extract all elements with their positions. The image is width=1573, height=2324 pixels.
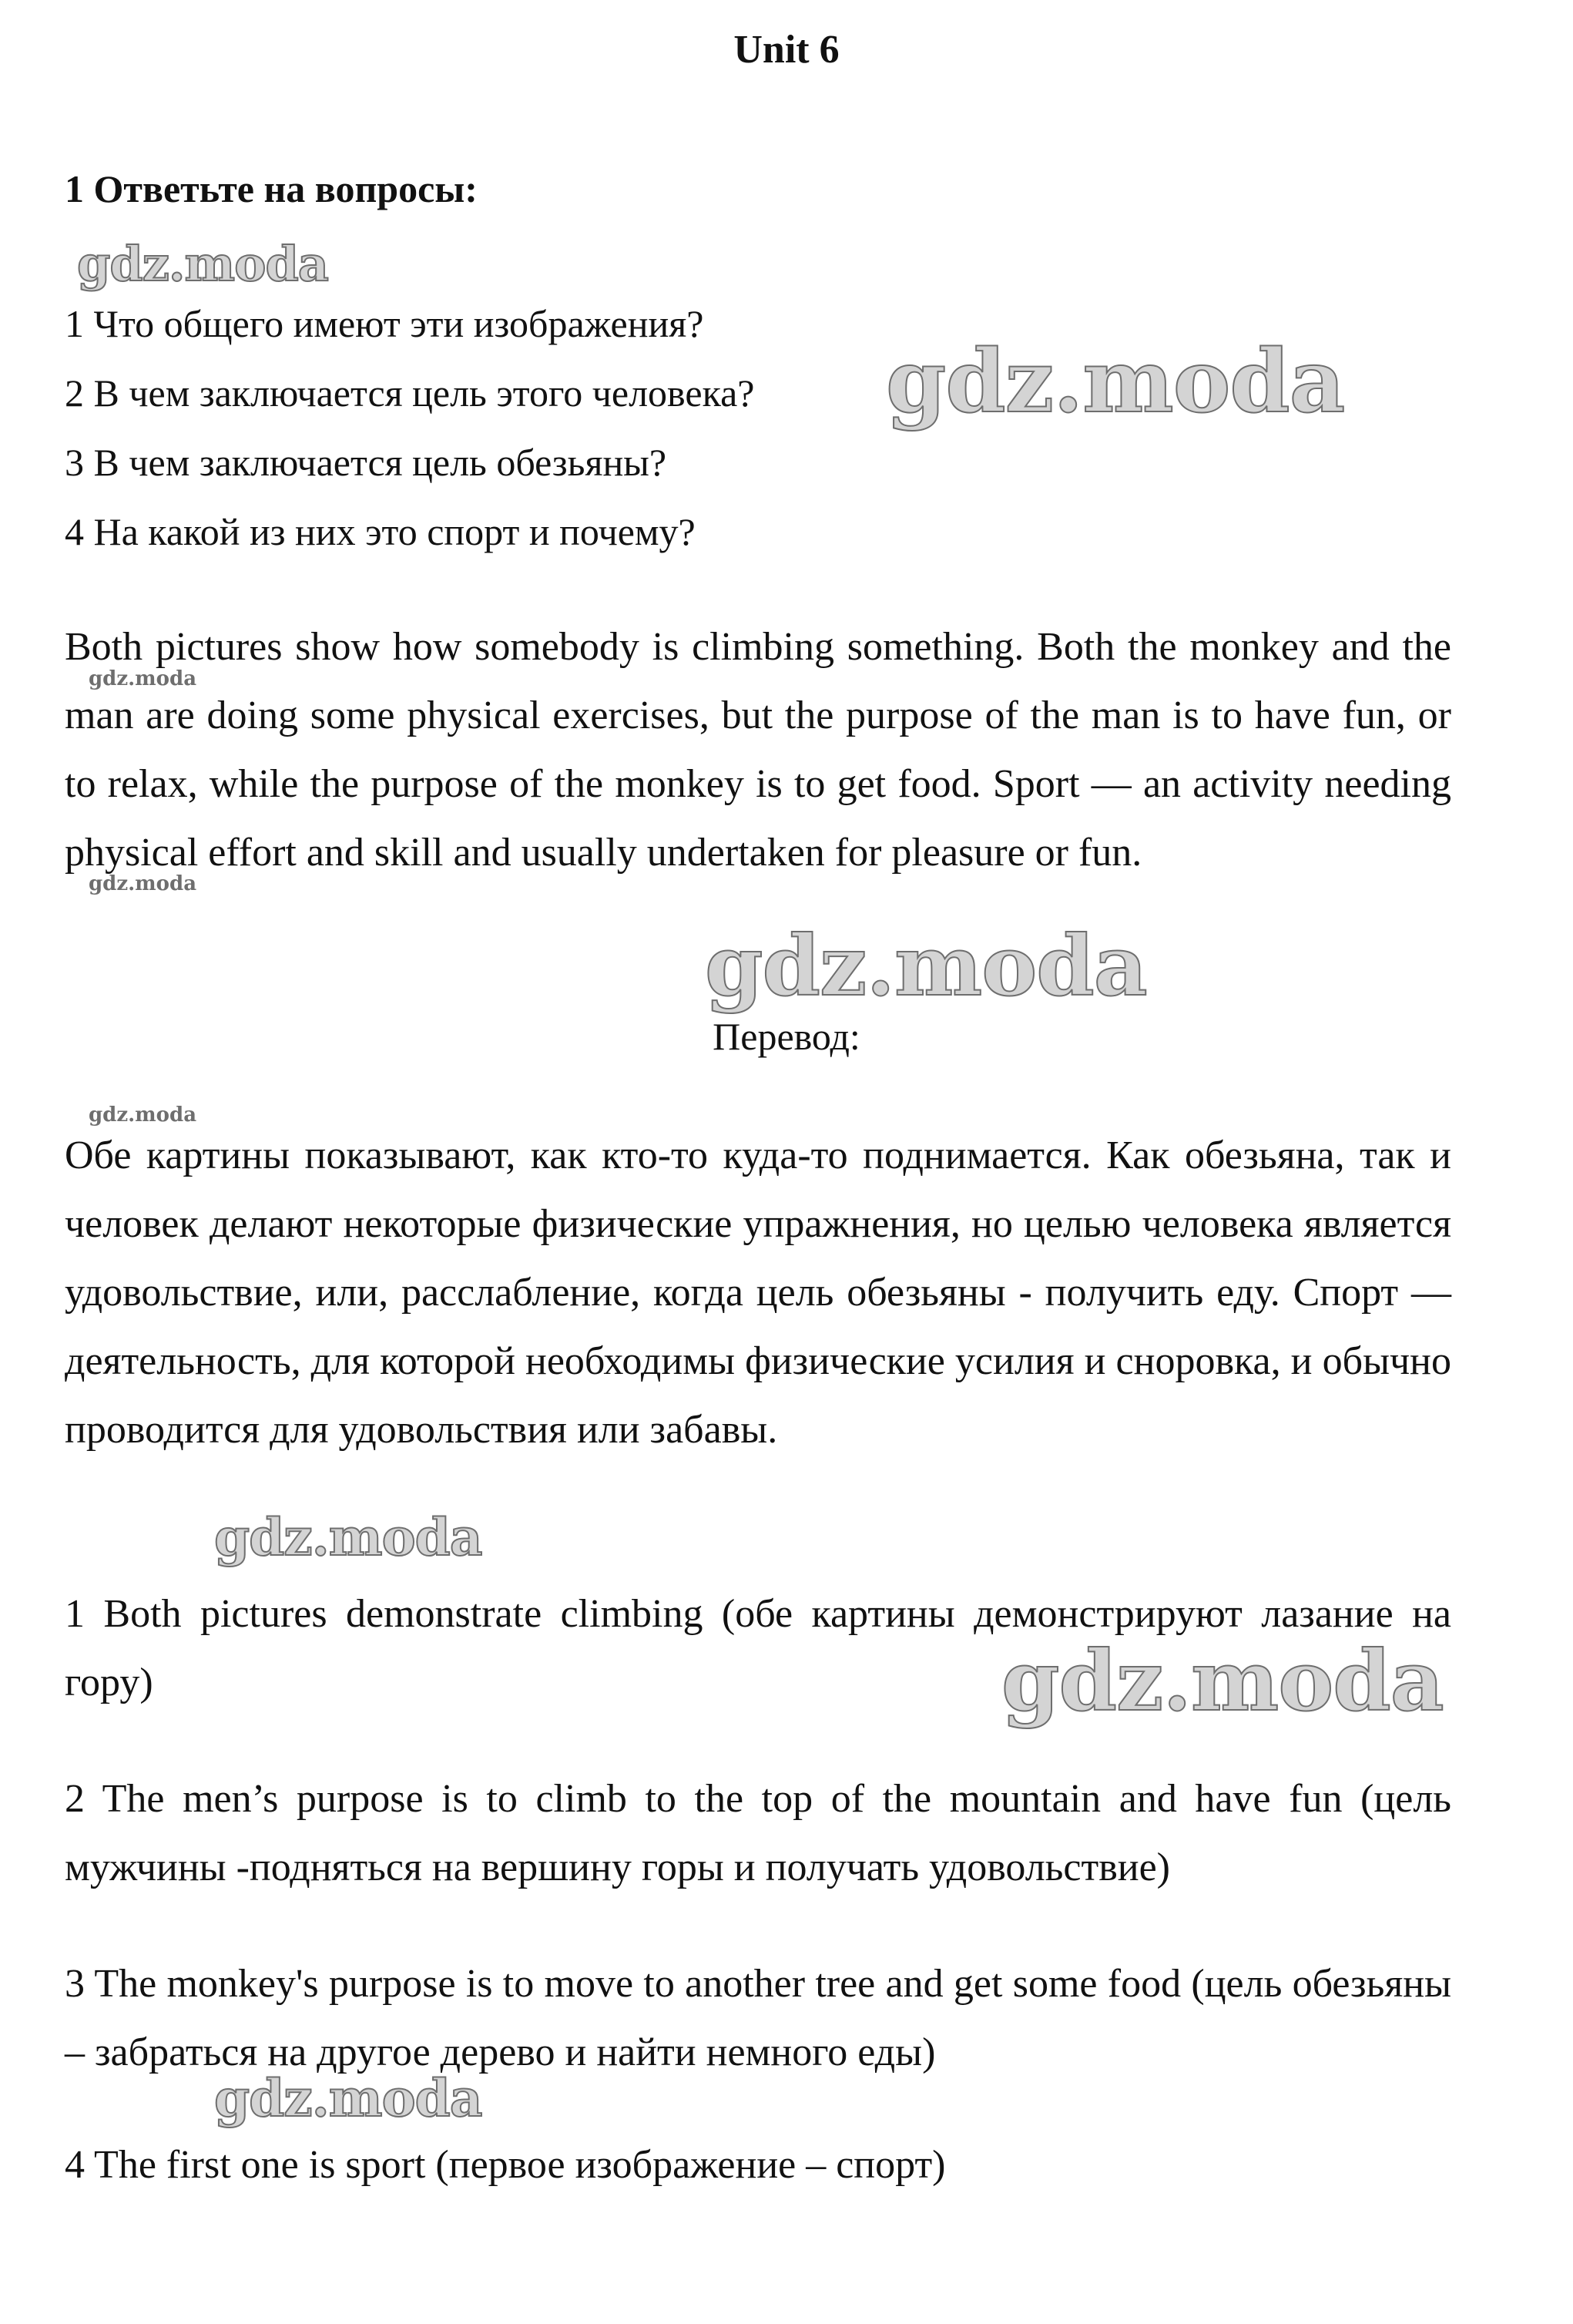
short-answer-1: 1 Both pictures demonstrate climbing (обе картины демонстрируют лазание на гору) xyxy=(65,1592,1451,1704)
exercise-heading: 1 Ответьте на вопросы: xyxy=(65,167,478,210)
question-3: 3 В чем заключается цель обезьяны? xyxy=(65,441,667,484)
question-2: 2 В чем заключается цель этого человека? xyxy=(65,371,755,415)
page-title: Unit 6 xyxy=(733,28,840,72)
short-answer-3: 3 The monkey's purpose is to move to another tree and get some food (цель обезьяны – забраться на другое дерево и найти немного еды) xyxy=(65,1962,1451,2074)
watermark-logo: gdz.moda xyxy=(886,331,1345,432)
watermark-logo: gdz.moda xyxy=(214,2068,482,2128)
question-1: 1 Что общего имеют эти изображения? xyxy=(65,302,704,345)
watermark-small: gdz.moda xyxy=(89,872,197,895)
watermark-small: gdz.moda xyxy=(89,1103,197,1127)
watermark-logo: gdz.moda xyxy=(705,918,1147,1015)
watermark-small: gdz.moda xyxy=(89,667,197,690)
watermark-logo: gdz.moda xyxy=(214,1507,482,1567)
short-answer-4: 4 The first one is sport (первое изображение – спорт) xyxy=(65,2143,946,2187)
translation-label: Перевод: xyxy=(713,1015,860,1058)
answer-russian: Обе картины показывают, как кто-то куда-то поднимается. Как обезьяна, так и человек делают некоторые физические упражнения, но целью человека является удовольствие, или, расслабление, когда цель обезьяны - получить еду. Спорт — деятельность, для которой необходимы физические усилия и сноровка, и обычно проводится для удовольствия или забавы. xyxy=(65,1133,1451,1452)
question-4: 4 На какой из них это спорт и почему? xyxy=(65,510,696,553)
watermark-logo: gdz.moda xyxy=(1001,1633,1444,1730)
answer-english: Both pictures show how somebody is climbing something. Both the monkey and the man are doing some physical exercises, but the purpose of the man is to have fun, or to relax, while the purpose of the monkey is to get food. Sport — an activity needing physical effort and skill and usually undertaken for pleasure or fun. xyxy=(65,625,1451,875)
watermark-logo: gdz.moda xyxy=(77,236,328,292)
short-answer-2: 2 The men’s purpose is to climb to the top of the mountain and have fun (цель мужчины -подняться на вершину горы и получать удовольствие) xyxy=(65,1777,1451,1889)
